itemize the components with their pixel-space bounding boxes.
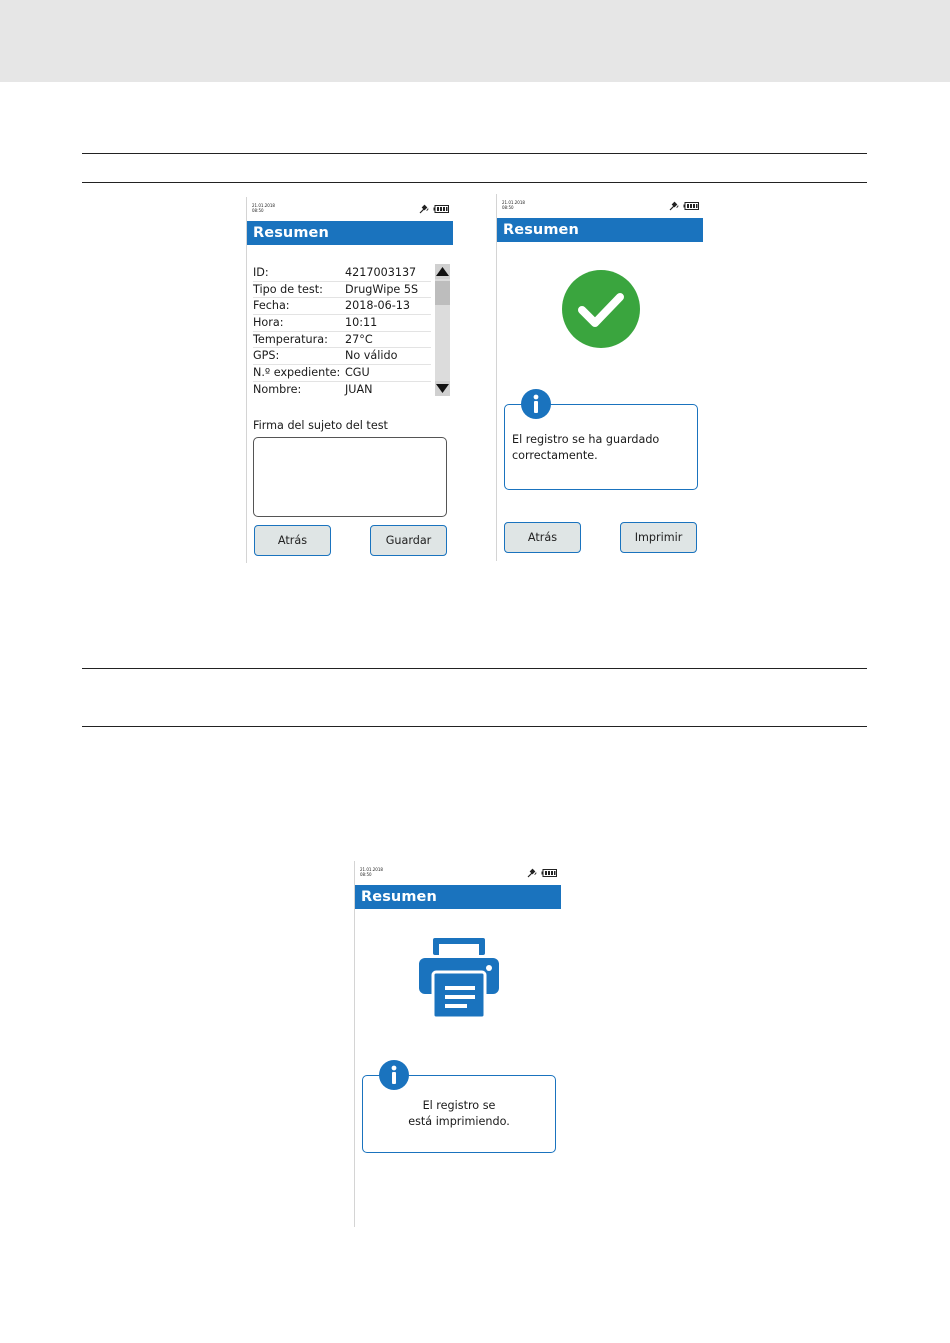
row-label: Temperatura: <box>253 332 328 346</box>
section-rule <box>82 668 867 669</box>
battery-icon <box>541 869 557 877</box>
section-rule <box>82 182 867 183</box>
scrollbar[interactable] <box>435 264 450 396</box>
row-value: 4217003137 <box>345 266 417 279</box>
status-bar <box>355 861 561 885</box>
table-row <box>253 298 431 315</box>
table-row <box>253 315 431 332</box>
status-datetime <box>360 867 383 877</box>
row-label: ID: <box>253 266 269 279</box>
status-date: 21.01.2018 <box>252 203 275 208</box>
table-row <box>253 282 431 299</box>
table-row <box>253 348 431 365</box>
satellite-icon <box>527 868 537 878</box>
screen-title: Resumen <box>355 885 561 909</box>
print-button[interactable]: Imprimir <box>620 522 697 553</box>
device-screen-summary <box>246 197 453 563</box>
screen-title: Resumen <box>247 221 453 245</box>
status-date: 21.01.2018 <box>502 200 525 205</box>
status-bar <box>247 197 453 221</box>
table-row <box>253 382 431 399</box>
satellite-icon <box>669 201 679 211</box>
row-value: 27°C <box>345 332 373 346</box>
satellite-icon <box>419 204 429 214</box>
signature-pad[interactable] <box>253 437 447 517</box>
info-icon <box>379 1060 409 1090</box>
battery-icon <box>433 205 449 213</box>
arrow-down-icon <box>435 381 450 396</box>
status-time: 08:50 <box>502 205 514 210</box>
status-time: 08:50 <box>360 872 372 877</box>
info-message <box>363 1098 555 1129</box>
status-date: 21.01.2018 <box>360 867 383 872</box>
section-rule <box>82 726 867 727</box>
screen-title: Resumen <box>497 218 703 242</box>
info-message: El registro se ha guardado correctamente. <box>512 433 660 462</box>
table-row <box>253 332 431 349</box>
scroll-down-button[interactable] <box>435 381 450 396</box>
row-value: JUAN <box>345 382 373 396</box>
back-button[interactable]: Atrás <box>254 525 331 556</box>
status-time: 08:50 <box>252 208 264 213</box>
row-value: CGU <box>345 366 370 380</box>
scroll-thumb[interactable] <box>435 281 450 305</box>
device-screen-saved <box>496 194 703 561</box>
info-message-line: está imprimiendo. <box>408 1114 510 1128</box>
row-label: N.º expediente: <box>253 366 341 380</box>
check-circle-icon <box>562 270 640 348</box>
row-label: Nombre: <box>253 382 302 396</box>
summary-table <box>253 265 431 399</box>
scroll-up-button[interactable] <box>435 264 450 279</box>
info-icon <box>521 389 551 419</box>
status-bar <box>497 194 703 218</box>
battery-icon <box>683 202 699 210</box>
status-datetime <box>502 200 525 210</box>
arrow-up-icon <box>435 264 450 279</box>
table-row <box>253 365 431 382</box>
device-screen-printing <box>354 861 561 1227</box>
table-row <box>253 265 431 282</box>
row-label: Tipo de test: <box>253 282 323 296</box>
row-value: DrugWipe 5S <box>345 282 419 296</box>
row-label: Hora: <box>253 316 284 330</box>
row-value: 10:11 <box>345 316 378 330</box>
signature-label: Firma del sujeto del test <box>253 419 388 432</box>
status-datetime <box>252 203 275 213</box>
row-label: Fecha: <box>253 299 290 313</box>
row-label: GPS: <box>253 349 280 363</box>
section-rule <box>82 153 867 154</box>
info-message-line: El registro se <box>422 1099 496 1112</box>
printer-icon <box>419 938 499 1018</box>
back-button[interactable]: Atrás <box>504 522 581 553</box>
save-button[interactable]: Guardar <box>370 525 447 556</box>
row-value: 2018-06-13 <box>345 299 411 313</box>
page-header-band <box>0 0 950 82</box>
row-value: No válido <box>345 349 398 363</box>
